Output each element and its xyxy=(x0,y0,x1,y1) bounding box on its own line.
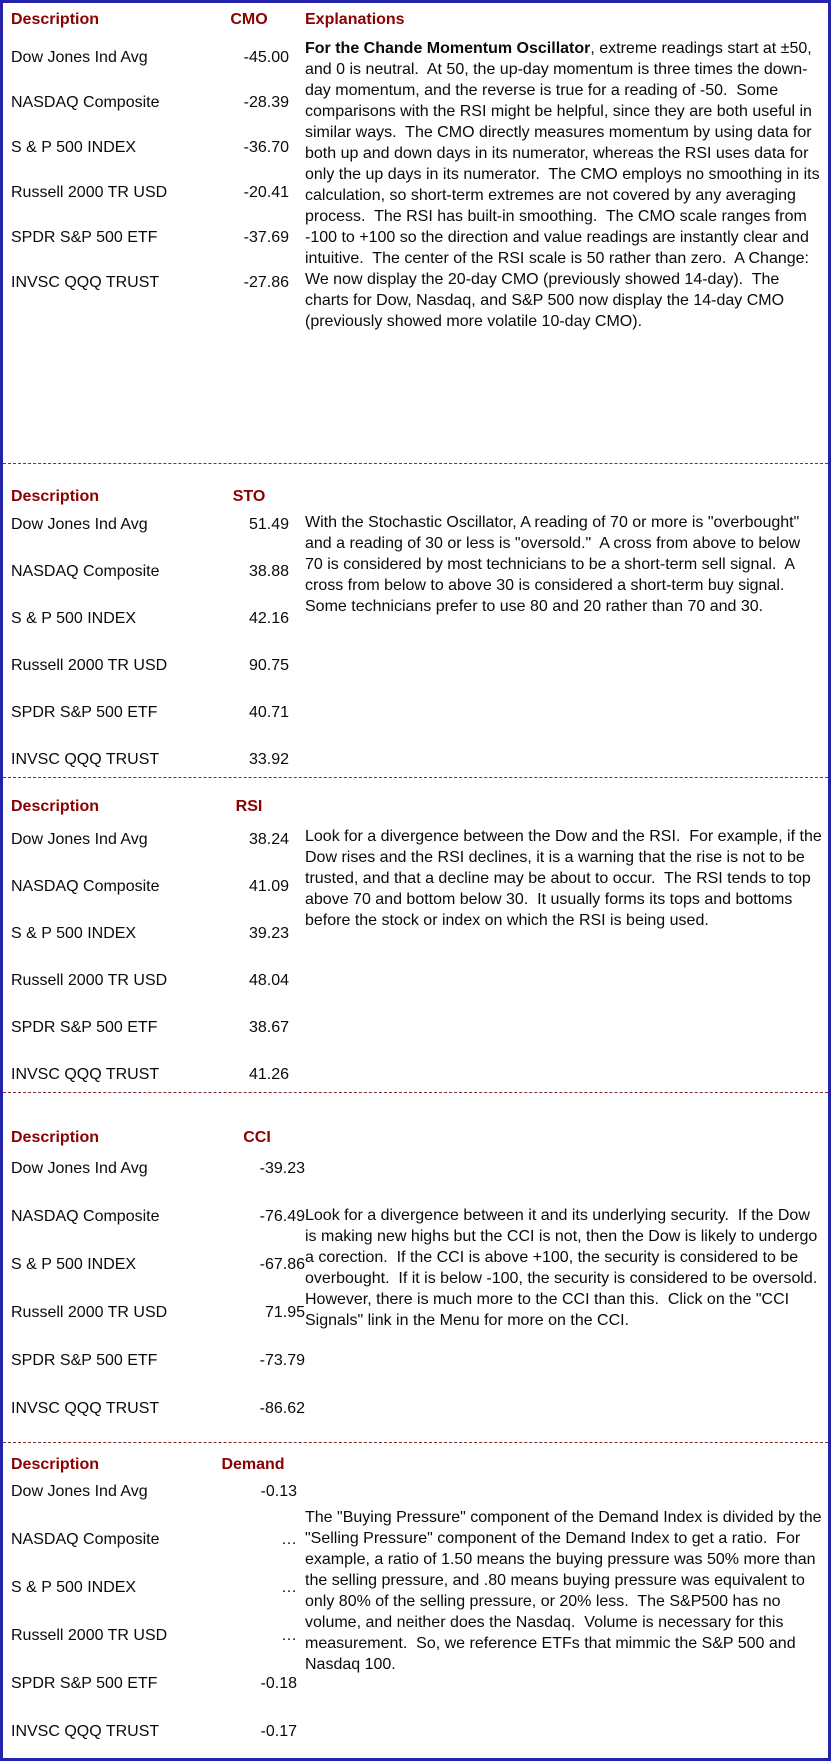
row-value: -67.86 xyxy=(259,1256,305,1273)
row-name: S & P 500 INDEX xyxy=(11,139,137,156)
section-cci xyxy=(3,1093,828,1443)
row-value: 41.26 xyxy=(248,1066,289,1083)
row-name: NASDAQ Composite xyxy=(11,1531,160,1548)
table-row xyxy=(11,1304,305,1326)
table-row xyxy=(11,704,305,726)
row-value: -37.69 xyxy=(243,229,289,246)
row-value: -39.23 xyxy=(259,1160,305,1177)
row-value: -0.17 xyxy=(260,1723,297,1740)
table-row xyxy=(11,563,305,585)
cci-table-header xyxy=(11,1129,305,1151)
row-name: Dow Jones Ind Avg xyxy=(11,1160,148,1177)
row-value: … xyxy=(281,1531,297,1548)
cmo-explanation-column xyxy=(305,3,828,463)
table-row xyxy=(11,657,305,679)
explanations-header: Explanations xyxy=(305,11,405,28)
row-name: NASDAQ Composite xyxy=(11,878,160,895)
sto-explanation: With the Stochastic Oscillator, A reading of 70 or more is "overbought" and a reading of 30 or less is "oversold." A cross from above to below 70 is considered by most technicians to be a short-term sell signal. A cross from below to above 30 is considered a short-term buy signal. Some technicians prefer to use 80 and 20 rather than 70 and 30. xyxy=(305,514,805,615)
row-name: SPDR S&P 500 ETF xyxy=(11,1352,158,1369)
table-row xyxy=(11,925,305,947)
cci-explanation: Look for a divergence between it and its underlying security. If the Dow is making new highs but the CCI is not, then the Dow is likely to undergo a corection. If the CCI is above +100, the security is considered to be overbought. If it is below -100, the security is considered to be oversold. However, there is much more to the CCI than this. Click on the "CCI Signals" link in the Menu for more on the CCI. xyxy=(305,1207,827,1329)
row-value: … xyxy=(281,1579,297,1596)
table-row xyxy=(11,1352,305,1374)
row-value: -76.49 xyxy=(259,1208,305,1225)
table-row xyxy=(11,831,305,853)
row-name: Russell 2000 TR USD xyxy=(11,1627,168,1644)
table-row xyxy=(11,1531,305,1553)
row-name: S & P 500 INDEX xyxy=(11,1256,137,1273)
row-name: Russell 2000 TR USD xyxy=(11,972,168,989)
table-row xyxy=(11,751,305,773)
row-name: SPDR S&P 500 ETF xyxy=(11,229,158,246)
row-name: NASDAQ Composite xyxy=(11,563,160,580)
row-name: INVSC QQQ TRUST xyxy=(11,751,160,768)
row-value: -28.39 xyxy=(243,94,289,111)
row-value: 90.75 xyxy=(248,657,289,674)
row-value: -27.86 xyxy=(243,274,289,291)
row-name: INVSC QQQ TRUST xyxy=(11,1400,160,1417)
row-name: INVSC QQQ TRUST xyxy=(11,1066,160,1083)
explanation-bold-lead: For the Chande Momentum Oscillator xyxy=(305,40,591,57)
row-name: Dow Jones Ind Avg xyxy=(11,1483,148,1500)
cci-column-header: CCI xyxy=(243,1129,271,1146)
rsi-explanation: Look for a divergence between the Dow and the RSI. For example, if the Dow rises and the RSI declines, it is a warning that the rise is not to be trusted, and that a decline may be about to occur. The RSI tends to top above 70 and bottom below 30. It usually forms its tops and bottoms before the stock or index on which the RSI is being used. xyxy=(305,828,827,929)
cci-table xyxy=(3,1093,305,1442)
cmo-column-header: CMO xyxy=(230,11,268,28)
row-name: SPDR S&P 500 ETF xyxy=(11,1675,158,1692)
row-name: NASDAQ Composite xyxy=(11,1208,160,1225)
row-name: Dow Jones Ind Avg xyxy=(11,831,148,848)
row-name: SPDR S&P 500 ETF xyxy=(11,1019,158,1036)
demand-column-header: Demand xyxy=(221,1456,285,1473)
description-column-header: Description xyxy=(11,11,100,28)
demand-explanation: The "Buying Pressure" component of the Demand Index is divided by the "Selling Pressure" component of the Demand Index to get a ratio. For example, a ratio of 1.50 means the buying pressure was 50% more than the selling pressure, and .80 means buying pressure was equivalent to only 80% of the selling pressure, or 20% less. The S&P500 has no volume, and neither does the Nasdaq. Volume is necessary for this measurement. So, we reference ETFs that mimmic the S&P 500 and Nasdaq 100. xyxy=(305,1509,826,1673)
sto-table xyxy=(3,464,305,777)
sto-explanation-column xyxy=(305,464,828,777)
row-value: … xyxy=(281,1627,297,1644)
row-value: 33.92 xyxy=(248,751,289,768)
table-row xyxy=(11,878,305,900)
table-row xyxy=(11,274,305,296)
table-row xyxy=(11,1579,305,1601)
row-name: Russell 2000 TR USD xyxy=(11,657,168,674)
table-row xyxy=(11,1400,305,1422)
demand-table-header xyxy=(11,1456,305,1478)
row-value: -86.62 xyxy=(259,1400,305,1417)
table-row xyxy=(11,1208,305,1230)
row-value: 41.09 xyxy=(248,878,289,895)
table-row xyxy=(11,1723,305,1745)
row-value: 48.04 xyxy=(248,972,289,989)
row-value: 51.49 xyxy=(248,516,289,533)
row-value: -73.79 xyxy=(259,1352,305,1369)
section-rsi xyxy=(3,778,828,1093)
row-value: 40.71 xyxy=(248,704,289,721)
row-value: 38.24 xyxy=(248,831,289,848)
table-row xyxy=(11,610,305,632)
row-name: Dow Jones Ind Avg xyxy=(11,516,148,533)
section-cmo xyxy=(3,3,828,464)
description-column-header: Description xyxy=(11,1456,100,1473)
sto-table-header xyxy=(11,488,305,510)
row-name: S & P 500 INDEX xyxy=(11,925,137,942)
row-name: S & P 500 INDEX xyxy=(11,610,137,627)
table-row xyxy=(11,1675,305,1697)
rsi-table xyxy=(3,778,305,1092)
table-row xyxy=(11,516,305,538)
row-value: -0.18 xyxy=(260,1675,297,1692)
table-row xyxy=(11,1483,305,1505)
row-name: NASDAQ Composite xyxy=(11,94,160,111)
table-row xyxy=(11,1256,305,1278)
table-row xyxy=(11,972,305,994)
table-row xyxy=(11,94,305,116)
row-name: SPDR S&P 500 ETF xyxy=(11,704,158,721)
row-value: 38.88 xyxy=(248,563,289,580)
row-name: S & P 500 INDEX xyxy=(11,1579,137,1596)
row-name: Russell 2000 TR USD xyxy=(11,184,168,201)
description-column-header: Description xyxy=(11,798,100,815)
rsi-table-header xyxy=(11,798,305,820)
table-row xyxy=(11,139,305,161)
row-name: Russell 2000 TR USD xyxy=(11,1304,168,1321)
description-column-header: Description xyxy=(11,488,100,505)
cci-explanation-column xyxy=(305,1093,828,1442)
row-value: -45.00 xyxy=(243,49,289,66)
cmo-table xyxy=(3,3,305,463)
section-sto xyxy=(3,464,828,778)
row-value: -20.41 xyxy=(243,184,289,201)
table-row xyxy=(11,184,305,206)
table-row xyxy=(11,1627,305,1649)
cmo-explanation xyxy=(305,38,825,332)
table-row xyxy=(11,49,305,71)
sto-column-header: STO xyxy=(232,488,266,505)
cmo-table-header xyxy=(11,11,305,33)
section-demand xyxy=(3,1443,828,1758)
row-name: Dow Jones Ind Avg xyxy=(11,49,148,66)
row-value: -36.70 xyxy=(243,139,289,156)
row-value: 38.67 xyxy=(248,1019,289,1036)
table-row xyxy=(11,1160,305,1182)
description-column-header: Description xyxy=(11,1129,100,1146)
table-row xyxy=(11,1019,305,1041)
row-name: INVSC QQQ TRUST xyxy=(11,274,160,291)
explanation-text: , extreme readings start at ±50, and 0 is neutral. At 50, the up-day momentum is three times the down-day momentum, and the reverse is true for a reading of -50. Some comparisons with the RSI might be helpful, since they are both useful in similar ways. The CMO directly measures momentum by using data for both up and down days in its numerator, whereas the RSI uses data for only the up days in its numerator. The CMO employs no smoothing in its calculation, so short-term extremes are not covered by any averaging process. The RSI has built-in smoothing. The CMO scale ranges from -100 to +100 so the direction and value readings are instantly clear and intuitive. The center of the RSI scale is 50 rather than zero. A Change: We now display the 20-day CMO (previously showed 14-day). The charts for Dow, Nasdaq, and S&P 500 now display the 14-day CMO (previously showed more volatile 10-day CMO). xyxy=(305,40,825,330)
rsi-column-header: RSI xyxy=(235,798,263,815)
row-name: INVSC QQQ TRUST xyxy=(11,1723,160,1740)
row-value: 71.95 xyxy=(264,1304,305,1321)
table-row xyxy=(11,229,305,251)
demand-table xyxy=(3,1443,305,1758)
table-row xyxy=(11,1066,305,1088)
row-value: 42.16 xyxy=(248,610,289,627)
row-value: 39.23 xyxy=(248,925,289,942)
rsi-explanation-column xyxy=(305,778,828,1092)
demand-explanation-column xyxy=(305,1443,828,1758)
row-value: -0.13 xyxy=(260,1483,297,1500)
